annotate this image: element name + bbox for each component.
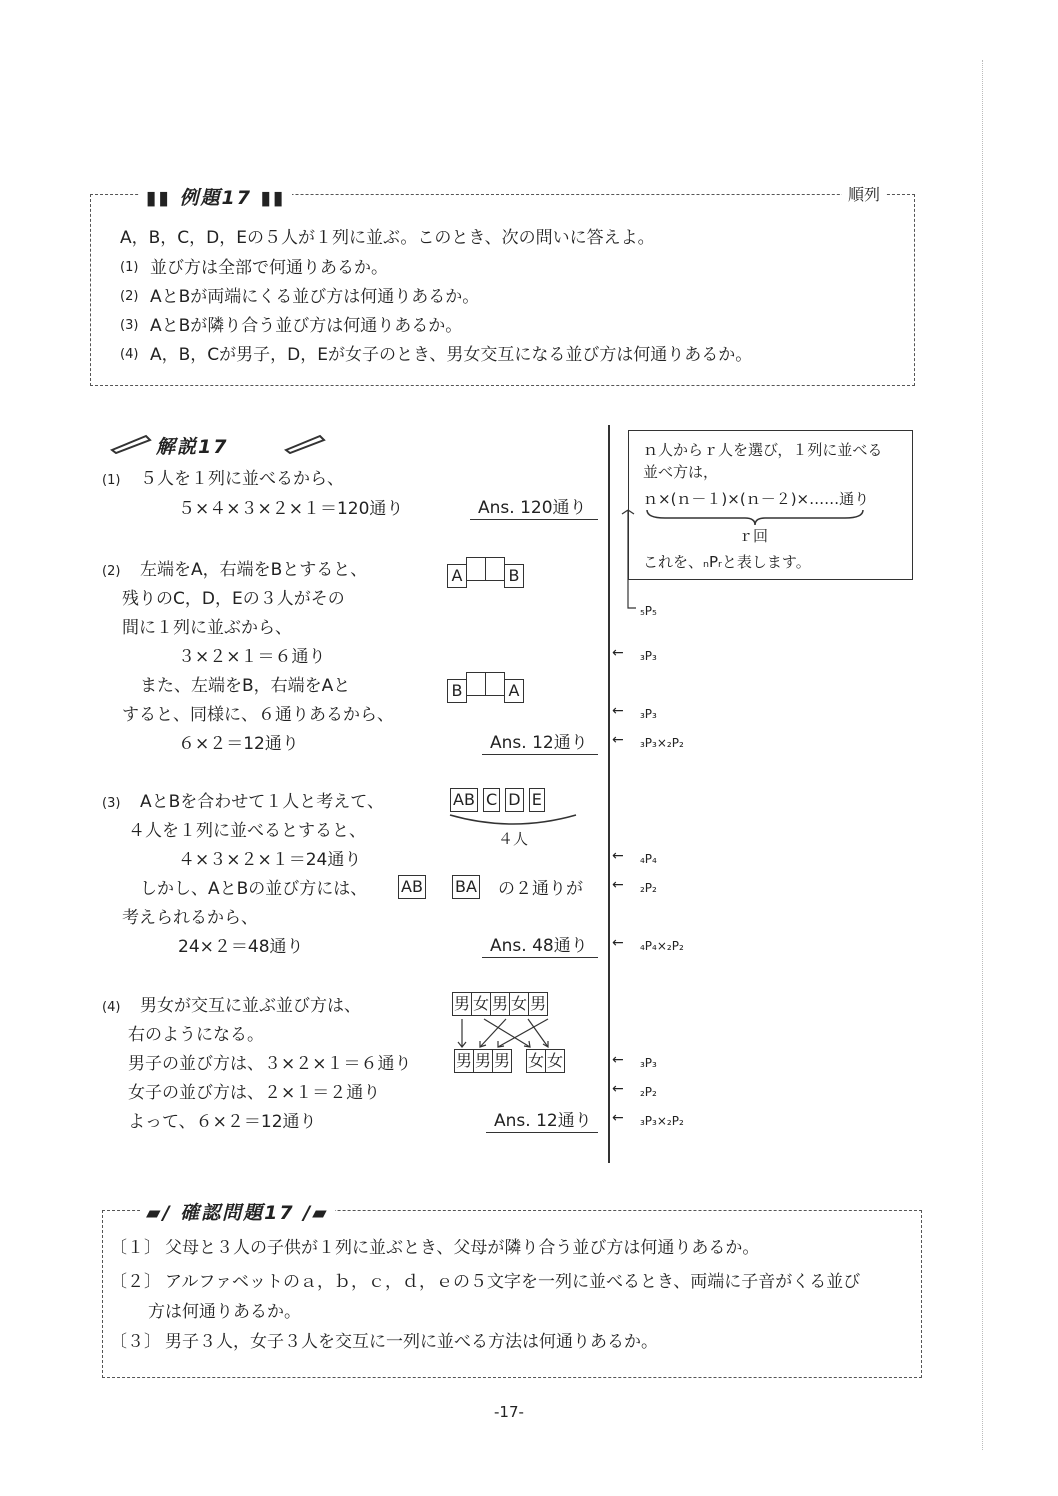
s4-side-label-2: ₂P₂ [640, 1085, 657, 1099]
s3-line-2: ４人を１列に並べるとすると、 [128, 821, 366, 841]
example-question-2: AとBが両端にくる並び方は何通りあるか。 [150, 287, 480, 307]
seat-cell [466, 557, 486, 581]
s2-side-label-3: ₃P₃×₂P₂ [640, 736, 684, 750]
check-item-2-cont: 方は何通りあるか。 [148, 1302, 301, 1322]
s2-answer: Ans. 12通り [490, 733, 588, 753]
s2-line-6: すると、同様に、６通りあるから、 [122, 705, 394, 725]
s3-answer-underline [482, 957, 598, 958]
s2-answer-underline [482, 754, 598, 755]
s4-line-1: 男女が交互に並ぶ並び方は、 [140, 996, 361, 1016]
s3-line-3: ４×３×２×１＝24通り [178, 850, 362, 870]
s2-line-2: 残りのC，D，Eの３人がその [122, 589, 345, 609]
check-mark-left: ▰/ [146, 1202, 181, 1224]
example-question-1-num: (1) [120, 260, 139, 275]
s3-line-6: 24×２＝48通り [178, 937, 304, 957]
seat-cell: 男 [528, 992, 548, 1016]
seat-cell: 女 [526, 1049, 546, 1073]
seat-cell: A [504, 679, 524, 703]
example-title-mark-left: ▮▮ [146, 187, 180, 209]
s3-line-4a: しかし、AとBの並び方には、 [140, 879, 368, 899]
s4-boys-row [454, 1049, 511, 1073]
note-connector [618, 508, 638, 616]
group-box: E [529, 788, 545, 812]
arrow-left-icon: ← [612, 645, 624, 661]
example-question-2-num: (2) [120, 289, 139, 304]
seat-cell [485, 557, 505, 581]
s4-answer: Ans. 12通り [494, 1111, 592, 1131]
pencil-icon [110, 432, 152, 458]
seat-cell: 男 [452, 992, 472, 1016]
s3-num: (3) [102, 796, 121, 811]
seat-cell: B [447, 679, 467, 703]
check-item-3: 男子３人，女子３人を交互に一列に並べる方法は何通りあるか。 [165, 1332, 658, 1352]
s4-side-label-3: ₃P₃×₂P₂ [640, 1114, 684, 1128]
s4-line-5: よって、６×２＝12通り [128, 1112, 317, 1132]
s1-answer-underline [470, 519, 598, 520]
s2-line-3: 間に１列に並ぶから、 [122, 618, 292, 638]
group-box: C [483, 788, 500, 812]
example-tag: 順列 [842, 185, 886, 205]
s3-group-label: ４人 [498, 830, 529, 848]
s1-line-2: ５×４×３×２×１＝120通り [178, 499, 404, 519]
example-question-3: AとBが隣り合う並び方は何通りあるか。 [150, 316, 463, 336]
seat-cell: 女 [471, 992, 491, 1016]
s1-answer: Ans. 120通り [478, 498, 587, 518]
example-question-4-num: (4) [120, 347, 139, 362]
example-problem: A，B，C，D，Eの５人が１列に並ぶ。このとき、次の問いに答えよ。 [120, 228, 655, 248]
s3-pair-ba [452, 875, 480, 899]
s3-side-label-1: ₄P₄ [640, 852, 657, 866]
s2-line-7: ６×２＝12通り [178, 734, 299, 754]
note-line-2: 並べ方は， [643, 463, 719, 481]
s2-line-4: ３×２×１＝６通り [178, 647, 326, 667]
s3-pair-ab [398, 875, 426, 899]
example-title-mark-right: ▮▮ [251, 187, 286, 209]
s4-line-4: 女子の並び方は、２×１＝２通り [128, 1083, 381, 1103]
s4-side-label-1: ₃P₃ [640, 1056, 657, 1070]
arrow-left-icon: ← [612, 877, 624, 893]
s2-seat-row-1 [447, 557, 523, 588]
arrow-left-icon: ← [612, 1081, 624, 1097]
note-line-1: ｎ人からｒ人を選び，１列に並べる [643, 441, 883, 459]
s3-line-1: AとBを合わせて１人と考えて、 [140, 792, 384, 812]
s3-line-4b: の２通りが [498, 879, 583, 899]
arrow-left-icon: ← [612, 703, 624, 719]
s3-side-label-3: ₄P₄×₂P₂ [640, 939, 684, 953]
check-item-1: 父母と３人の子供が１列に並ぶとき、父母が隣り合う並び方は何通りあるか。 [165, 1238, 760, 1258]
check-title [140, 1198, 335, 1225]
check-mark-right: /▰ [294, 1202, 329, 1224]
seat-cell: B [504, 564, 524, 588]
pencil-icon-right [284, 432, 326, 458]
s2-num: (2) [102, 564, 121, 579]
check-item-3-num: 〔３〕 [110, 1332, 161, 1352]
arrow-left-icon: ← [612, 732, 624, 748]
check-title-text: 確認問題17 [180, 1202, 295, 1224]
seat-cell [466, 672, 486, 696]
s3-group-boxes [450, 788, 545, 812]
s2-seat-row-2 [447, 672, 523, 703]
group-box: AB [450, 788, 478, 812]
s2-side-label-2: ₃P₃ [640, 707, 657, 721]
note-symbol-line: これを、ₙPᵣと表します。 [643, 553, 811, 571]
s4-girls-row [526, 1049, 564, 1073]
explanation-title: 解説17 [156, 432, 228, 459]
arrow-left-icon: ← [612, 848, 624, 864]
s2-line-5: また、左端をB，右端をAと [140, 676, 351, 696]
arrow-left-icon: ← [612, 935, 624, 951]
s2-side-label-1: ₃P₃ [640, 649, 657, 663]
check-item-2: アルファベットのａ，ｂ，ｃ，ｄ，ｅの５文字を一列に並べるとき、両端に子音がくる並び [165, 1272, 861, 1292]
s2-line-1: 左端をA，右端をBとすると、 [140, 560, 368, 580]
example-title-text: 例題17 [179, 187, 252, 209]
s4-num: (4) [102, 1000, 121, 1015]
seat-cell [485, 672, 505, 696]
seat-cell: 男 [473, 1049, 493, 1073]
note-r-label: ｒ回 [738, 527, 769, 545]
seat-cell: 女 [545, 1049, 565, 1073]
s3-side-label-2: ₂P₂ [640, 881, 657, 895]
pair-box: BA [452, 875, 480, 899]
check-box [102, 1210, 922, 1378]
s1-line-1: ５人を１列に並べるから、 [140, 469, 344, 489]
seat-cell: 女 [509, 992, 529, 1016]
check-item-1-num: 〔１〕 [110, 1238, 161, 1258]
check-item-2-num: 〔２〕 [110, 1272, 161, 1292]
example-question-4: A，B，Cが男子，D，Eが女子のとき、男女交互になる並び方は何通りあるか。 [150, 345, 753, 365]
note-formula: ｎ×(ｎ－１)×(ｎ－２)×……通り [643, 490, 870, 508]
s4-answer-underline [486, 1132, 598, 1133]
page-number: -17- [494, 1403, 524, 1421]
s1-side-label: ₅P₅ [640, 604, 657, 618]
example-question-3-num: (3) [120, 318, 139, 333]
scan-edge [982, 60, 983, 1450]
seat-cell: 男 [454, 1049, 474, 1073]
seat-cell: 男 [492, 1049, 512, 1073]
s4-top-row [452, 992, 547, 1016]
pair-box: AB [398, 875, 426, 899]
s4-line-3: 男子の並び方は、３×２×１＝６通り [128, 1054, 412, 1074]
example-title [140, 183, 292, 210]
s3-line-5: 考えられるから、 [122, 908, 258, 928]
vertical-divider [608, 425, 610, 1163]
seat-cell: A [447, 564, 467, 588]
group-box: D [505, 788, 523, 812]
s4-line-2: 右のようになる。 [128, 1025, 264, 1045]
arrow-left-icon: ← [612, 1110, 624, 1126]
s1-num: (1) [102, 473, 121, 488]
example-question-1: 並び方は全部で何通りあるか。 [150, 258, 388, 278]
s3-answer: Ans. 48通り [490, 936, 588, 956]
seat-cell: 男 [490, 992, 510, 1016]
arrow-left-icon: ← [612, 1052, 624, 1068]
